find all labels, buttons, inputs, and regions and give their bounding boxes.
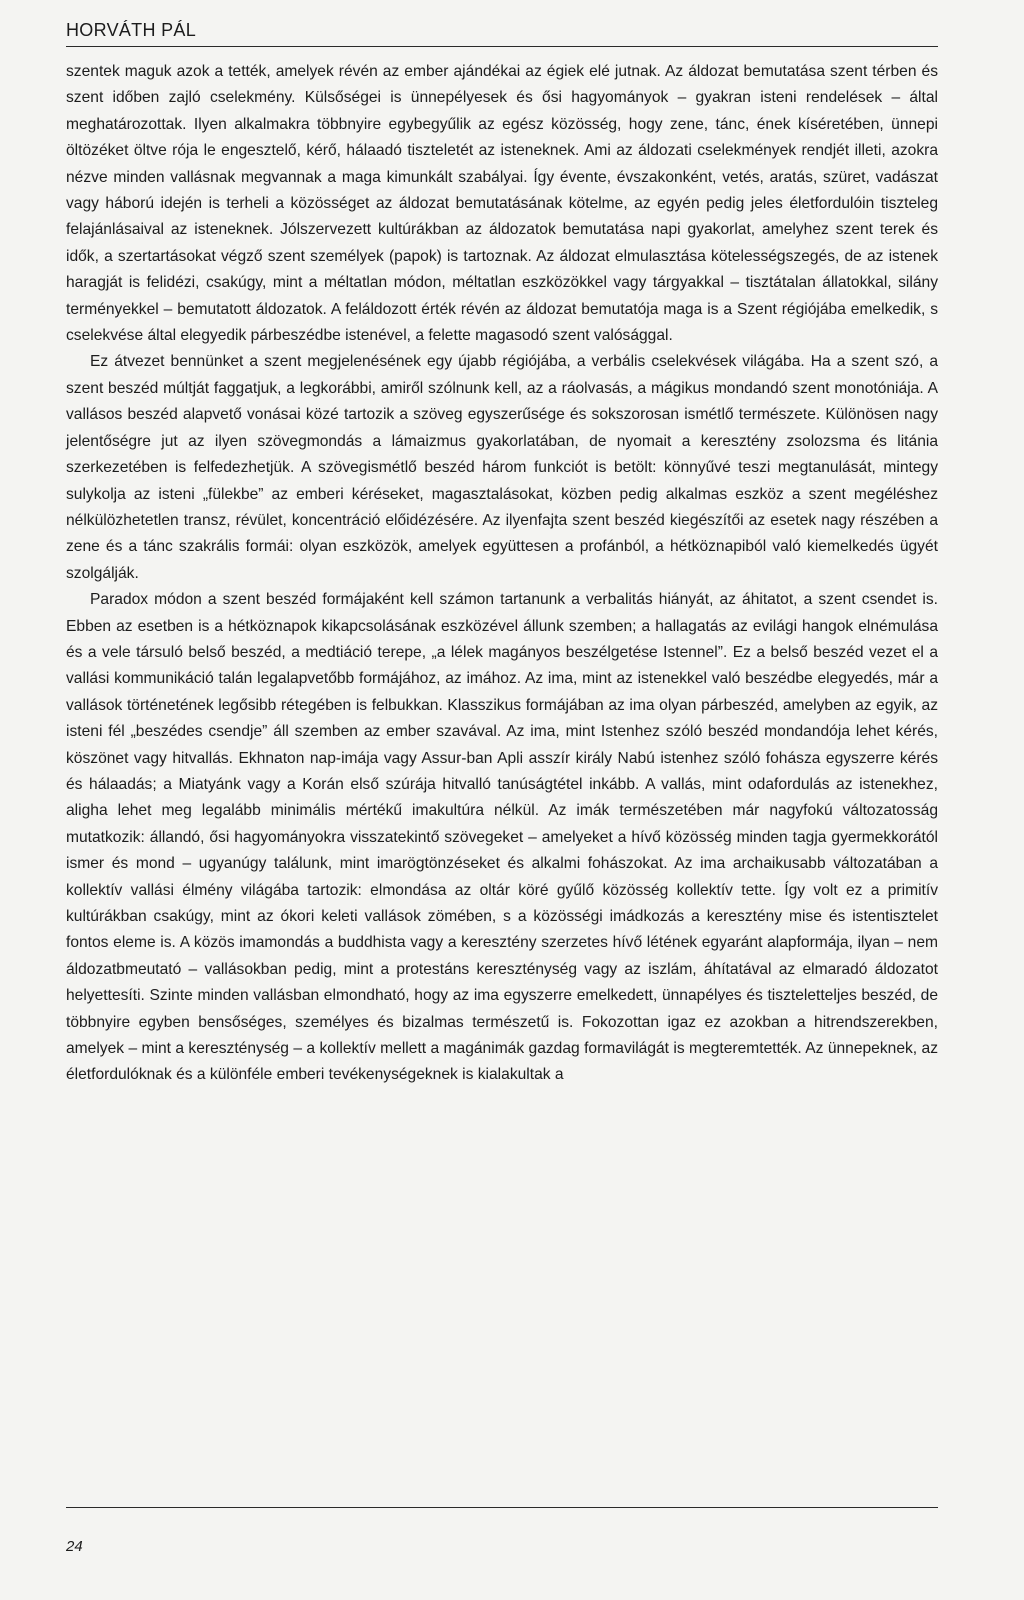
body-text [66, 59, 938, 1089]
page-number: 24 [66, 1538, 83, 1555]
footer-rule [66, 1507, 938, 1508]
header-rule [66, 46, 938, 47]
paragraph-3: Paradox módon a szent beszéd formájaként kell számon tartanunk a verbalitás hiányát, az áhitatot, a szent csendet is. Ebben az esetben is a hétköznapok kikapcsolásának eszközével állunk szemben; a hallagatás az evilági hangok elnémulása és a vele társuló belső beszéd, a medtiáció terepe, „a lélek magányos beszélgetése Istennel”. Ez a belső beszéd vezet el a vallási kommunikáció talán legalapvetőbb formájához, az imához. Az ima, mint az istenekkel való beszédbe elegyedés, már a vallások történetének legősibb rétegében is felbukkan. Klasszikus formájában az ima olyan párbeszéd, amelyben az egyik, az isteni fél „beszédes csendje” áll szemben az ember szavával. Az ima, mint Istenhez szóló beszéd mondandója lehet kérés, köszönet vagy hitvallás. Ekhnaton nap-imája vagy Assur-ban Apli asszír király Nabú istenhez szóló fohásza egyszerre kérés és hálaadás; a Miatyánk vagy a Korán első szúrája hitvalló tanúságtétel inkább. A vallás, mint odafordulás az istenekhez, aligha lehet meg legalább minimális mértékű imakultúra nélkül. Az imák természetében már nagyfokú változatosság mutatkozik: állandó, ősi hagyományokra visszatekintő szövegeket – amelyeket a hívő közösség minden tagja gyermekkorától ismer és mond – ugyanúgy találunk, mint imarögtönzéseket és alkalmi fohászokat. Az ima archaikusabb változatában a kollektív vallási élmény világába tartozik: elmondása az oltár köré gyűlő közösség kollektív tette. Így volt ez a primitív kultúrákban csakúgy, mint az ókori keleti vallások zömében, s a közösségi imádkozás a keresztény mise és istentisztelet fontos eleme is. A közös imamondás a buddhista vagy a keresztény szerzetes hívő létének egyaránt alapformája, ilyan – nem áldozatbmeutató – vallásokban pedig, mint a protestáns kereszténység vagy az iszlám, áhítatával az elmaradó áldozatot helyettesíti. Szinte minden vallásban elmondható, hogy az ima egyszerre emelkedett, ünnapélyes és tiszteletteljes beszéd, de többnyire egyben bensőséges, személyes és bizalmas természetű is. Fokozottan igaz ez azokban a hitrendszerekben, amelyek – mint a kereszténység – a kollektív mellett a magánimák gazdag formavilágát is megteremtették. Az ünnepeknek, az életfordulóknak és a különféle emberi tevékenységeknek is kialakultak a [66, 591, 938, 1084]
running-head: HORVÁTH PÁL [66, 20, 197, 40]
paragraph-2: Ez átvezet bennünket a szent megjelenésének egy újabb régiójába, a verbális cselekvések világába. Ha a szent szó, a szent beszéd múltját faggatjuk, a legkorábbi, amiről szólnunk kell, az a ráolvasás, a mágikus mondandó szent monotóniája. A vallásos beszéd alapvető vonásai közé tartozik a szöveg egyszerűsége és sokszorosan ismétlő természete. Különösen nagy jelentőségre jut az ilyen szövegmondás a lámaizmus gyakorlatában, de nyomait a keresztény zsolozsma és litánia szerkezetében is felfedezhetjük. A szövegismétlő beszéd három funkciót is betölt: könnyűvé teszi megtanulását, mintegy sulykolja az isteni „fülekbe” az emberi kéréseket, magasztalásokat, közben pedig alkalmas eszköz a szent megéléshez nélkülözhetetlen transz, révület, koncentráció előidézésére. Az ilyenfajta szent beszéd kiegészítői az esetek nagy részében a zene és a tánc szakrális formái: olyan eszközök, amelyek együttesen a profánból, a hétköznapiból való kiemelkedés ügyét szolgálják. [66, 353, 938, 582]
document-page [66, 18, 938, 1578]
paragraph-1: szentek maguk azok a tették, amelyek révén az ember ajándékai az égiek elé jutnak. Az áldozat bemutatása szent térben és szent időben zajló cselekmény. Külsőségei is ünnepélyesek és ősi hagyományok – gyakran isteni rendelések – által meghatározottak. Ilyen alkalmakra többnyire egybegyűlik az egész közösség, hogy zene, tánc, ének kíséretében, ünnepi öltözéket öltve rója le engesztelő, kérő, hálaadó tiszteletét az isteneknek. Ami az áldozati cselekmények rendjét illeti, azokra nézve minden vallásnak megvannak a maga kimunkált szabályai. Így évente, évszakonként, vetés, aratás, szüret, vadászat vagy háború idején is terheli a közösséget az áldozat bemutatásának kötelme, az egyén pedig jeles életfordulóin tiszteleg felajánlásaival az isteneknek. Jólszervezett kultúrákban az áldozatok bemutatása napi gyakorlat, amelyhez szent terek és idők, a szertartásokat végző szent személyek (papok) is tartoznak. Az áldozat elmulasztása kötelességszegés, de az istenek haragját is felidézi, csakúgy, mint a méltatlan módon, méltatlan eszközökkel vagy tárgyakkal – tisztátalan állatokkal, silány terményekkel – bemutatott áldozatok. A feláldozott érték révén az áldozat bemutatója maga is a Szent régiójába emelkedik, s cselekvése által elegyedik párbeszédbe istenével, a felette magasodó szent valósággal. [66, 63, 938, 345]
